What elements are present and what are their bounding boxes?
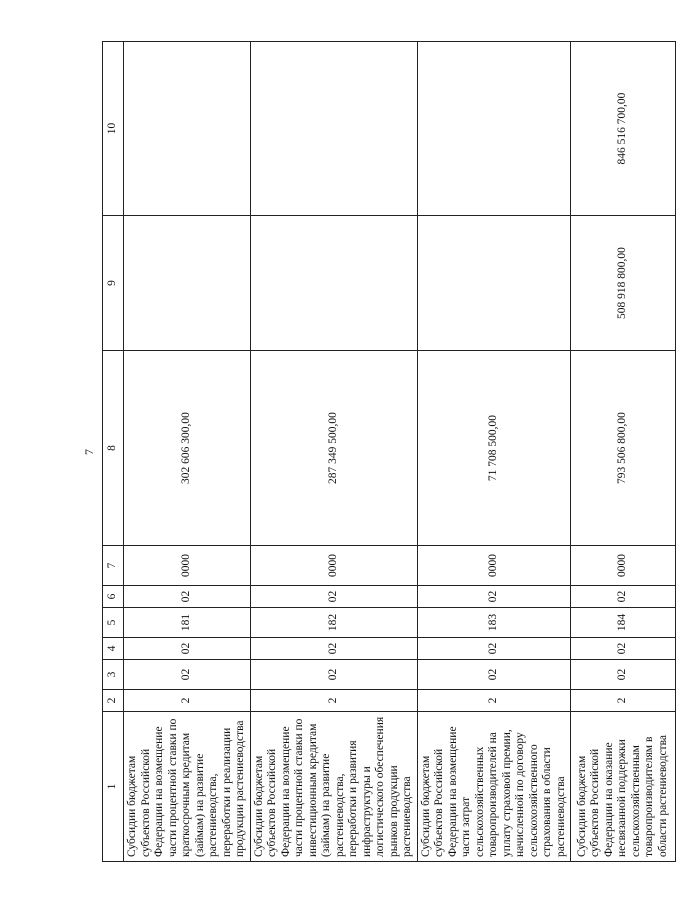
header-row [103, 42, 124, 862]
amount-cell [417, 42, 571, 216]
table-cell: 02 [124, 586, 251, 608]
amount-cell [417, 216, 571, 351]
col-header-3: 3 [103, 660, 124, 690]
page-number: 7 [82, 449, 96, 455]
amount-cell: 846 516 700,00 [571, 42, 676, 216]
amount-cell: 287 349 500,00 [250, 351, 417, 546]
table-cell: 181 [124, 608, 251, 638]
table-cell: 02 [417, 638, 571, 660]
table-cell: 184 [571, 608, 676, 638]
table-cell: 0000 [124, 546, 251, 586]
amount-cell: 302 606 300,00 [124, 351, 251, 546]
table-cell: 02 [250, 638, 417, 660]
table-cell: 0000 [571, 546, 676, 586]
table-cell: 2 [250, 690, 417, 712]
amount-cell [124, 42, 251, 216]
col-header-1: 1 [103, 712, 124, 862]
table-cell: 02 [571, 586, 676, 608]
table-cell: 2 [417, 690, 571, 712]
row-description: Субсидии бюджетам субъектов Российской Федерации на возмещение части процентной ставки по краткосрочным кредитам (займам) на развитие растениеводства, переработки и реализации продукции растениеводства [124, 712, 251, 862]
row-description: Субсидии бюджетам субъектов Российской Федерации на оказание несвязанной поддержки сельскохозяйственным товаропроизводителям в области растениеводства [571, 712, 676, 862]
col-header-9: 9 [103, 216, 124, 351]
table-cell: 02 [417, 586, 571, 608]
table-cell: 2 [124, 690, 251, 712]
table-cell: 02 [571, 638, 676, 660]
table-cell: 02 [250, 586, 417, 608]
row-description: Субсидии бюджетам субъектов Российской Федерации на возмещение части процентной ставки по инвестиционным кредитам (займам) на развитие растениеводства, переработки и развития инфраструктуры и логистического обеспечения рынков продукции растениеводства [250, 712, 417, 862]
amount-cell [250, 216, 417, 351]
table-cell: 02 [250, 660, 417, 690]
table-cell: 02 [417, 660, 571, 690]
col-header-10: 10 [103, 42, 124, 216]
amount-cell [250, 42, 417, 216]
table-cell: 0000 [250, 546, 417, 586]
table-cell: 02 [124, 660, 251, 690]
col-header-2: 2 [103, 690, 124, 712]
col-header-4: 4 [103, 638, 124, 660]
col-header-5: 5 [103, 608, 124, 638]
amount-cell: 71 708 500,00 [417, 351, 571, 546]
table-row [124, 42, 251, 862]
col-header-8: 8 [103, 351, 124, 546]
table-row [571, 42, 676, 862]
budget-table [102, 41, 676, 862]
col-header-7: 7 [103, 546, 124, 586]
row-description: Субсидии бюджетам субъектов Российской Федерации на возмещение части затрат сельскохозяйственных товаропроизводителей на уплату страховой премии, начисленной по договору сельскохозяйственного страхования в области растениеводства [417, 712, 571, 862]
table-row [250, 42, 417, 862]
table-cell: 0000 [417, 546, 571, 586]
table-cell: 182 [250, 608, 417, 638]
col-header-6: 6 [103, 586, 124, 608]
table-cell: 2 [571, 690, 676, 712]
table-cell: 02 [124, 638, 251, 660]
table-cell: 02 [571, 660, 676, 690]
amount-cell [124, 216, 251, 351]
amount-cell: 508 918 800,00 [571, 216, 676, 351]
table-row [417, 42, 571, 862]
table-cell: 183 [417, 608, 571, 638]
amount-cell: 793 506 800,00 [571, 351, 676, 546]
rotated-page-content [80, 42, 669, 862]
